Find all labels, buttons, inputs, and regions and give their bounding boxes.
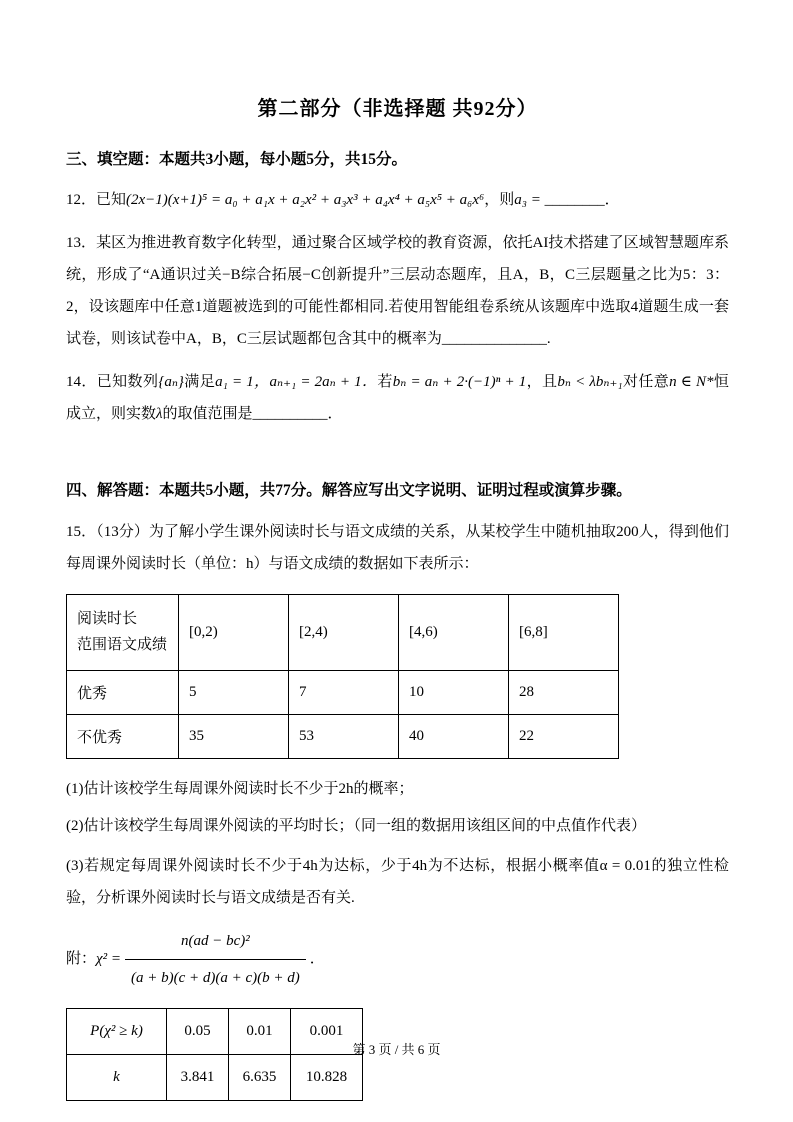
table-corner-cell bbox=[67, 595, 179, 671]
table-cell: 0.001 bbox=[291, 1009, 363, 1055]
q14-lambda: λ bbox=[156, 405, 163, 422]
q14-text-5: 恒成立，则实数 bbox=[66, 373, 729, 422]
table-cell: 3.841 bbox=[167, 1055, 229, 1101]
section-answer-label: 四、解答题： bbox=[66, 482, 160, 500]
table-cell: 5 bbox=[179, 671, 289, 715]
q14-text-4: 对任意 bbox=[622, 373, 670, 390]
table-cell: 6.635 bbox=[229, 1055, 291, 1101]
q14-sequence: {aₙ} bbox=[158, 373, 184, 390]
section-answer-heading bbox=[66, 476, 729, 505]
reading-time-score-table bbox=[66, 594, 619, 759]
q13-text: 13．某区为推进教育数字化转型，通过聚合区域学校的教育资源，依托AI技术搭建了区域智慧题库系统，形成了“A通识过关−B综合拓展−C创新提升”三层动态题库，且A，B，C三层题量之比为5：3：2，设该题库中任意1道题被选到的可能性都相同.若使用智能组卷系统从该题库中选取4道题生成一套试卷，则该试卷中A，B，C三层试题都包含其中的概率为______________. bbox=[66, 234, 729, 348]
question-13 bbox=[66, 227, 729, 356]
q14-text-1: 满足 bbox=[183, 373, 216, 390]
table-cell: 10.828 bbox=[291, 1055, 363, 1101]
column-header-interval-3: [4,6) bbox=[399, 595, 509, 671]
q15-intro-text: 15．（13分）为了解小学生课外阅读时长与语文成绩的关系，从某校学生中随机抽取200人，得到他们每周课外阅读时长（单位：h）与语文成绩的数据如下表所示： bbox=[66, 523, 729, 572]
table-header-row bbox=[67, 595, 619, 671]
column-header-interval-4: [6,8] bbox=[509, 595, 619, 671]
page-title: 第二部分（非选择题 共92分） bbox=[257, 98, 538, 120]
question-15-part-3 bbox=[66, 850, 729, 915]
chi-square-formula bbox=[66, 925, 729, 995]
q14-text-2: 若 bbox=[377, 373, 393, 390]
section-fill-in-desc: 本题共3小题，每小题5分，共15分。 bbox=[159, 151, 408, 168]
q12-prefix: 12．已知 bbox=[66, 192, 127, 209]
q15-sub2-text: (2)估计该校学生每周课外阅读的平均时长；（同一组的数据用该组区间的中点值作代表） bbox=[66, 817, 646, 834]
q15-sub3-text: (3)若规定每周课外阅读时长不少于4h为达标，少于4h为不达标，根据小概率值α = 0.01的独立性检验，分析课外阅读时长与语文成绩是否有关. bbox=[66, 858, 729, 907]
p-chi-square-label: P(χ² ≥ k) bbox=[67, 1009, 167, 1055]
section-fill-in-label: 三、填空题： bbox=[66, 151, 160, 168]
q14-text-3: ，且 bbox=[526, 373, 558, 390]
question-15-part-1 bbox=[66, 775, 729, 804]
question-15-part-2 bbox=[66, 812, 729, 841]
formula-numerator: n(ad − bc)² bbox=[125, 925, 306, 960]
q12-end: ． bbox=[604, 192, 620, 209]
q14-bn-definition: bₙ = aₙ + 2·(−1)ⁿ + 1 bbox=[392, 373, 527, 390]
k-label: k bbox=[67, 1055, 167, 1101]
q14-domain: n ∈ N* bbox=[669, 373, 714, 390]
corner-line-reading-time: 阅读时长 bbox=[77, 611, 138, 628]
table-row-excellent bbox=[67, 671, 619, 715]
table-cell: 0.01 bbox=[229, 1009, 291, 1055]
table-cell: 7 bbox=[289, 671, 399, 715]
q12-answer-blank: ________ bbox=[544, 192, 605, 209]
table-cell: 22 bbox=[509, 715, 619, 759]
table-cell: 35 bbox=[179, 715, 289, 759]
section-answer-desc: 本题共5小题，共77分。解答应写出文字说明、证明过程或演算步骤。 bbox=[159, 482, 632, 500]
corner-line-score: 范围语文成绩 bbox=[77, 636, 168, 653]
question-12 bbox=[66, 184, 729, 216]
column-header-interval-2: [2,4) bbox=[289, 595, 399, 671]
q12-target: a₃ = bbox=[514, 192, 541, 209]
table-cell: 0.05 bbox=[167, 1009, 229, 1055]
q12-expression: (2x−1)(x+1)⁵ = a₀ + a₁x + a₂x² + a₃x³ + a₄x⁴ + a₅x⁵ + a₆x⁶ bbox=[126, 192, 485, 209]
column-header-interval-1: [0,2) bbox=[179, 595, 289, 671]
question-14 bbox=[66, 366, 729, 431]
critical-value-k-row bbox=[67, 1055, 363, 1101]
formula-end: ． bbox=[309, 950, 325, 967]
q14-answer-blank: __________ bbox=[252, 405, 328, 422]
formula-prefix: 附： bbox=[66, 950, 97, 967]
q12-mid-text: ，则 bbox=[484, 192, 515, 209]
question-15-intro bbox=[66, 516, 729, 581]
page-footer: 第 3 页 / 共 6 页 bbox=[352, 1042, 441, 1057]
table-cell: 10 bbox=[399, 671, 509, 715]
q14-prefix: 14．已知数列 bbox=[66, 373, 159, 390]
table-cell: 40 bbox=[399, 715, 509, 759]
row-label-not-excellent: 不优秀 bbox=[67, 715, 179, 759]
q14-recurrence: a₁ = 1，aₙ₊₁ = 2aₙ + 1． bbox=[215, 373, 378, 390]
q14-end: ． bbox=[327, 405, 343, 422]
formula-lhs: χ² = bbox=[96, 950, 121, 967]
row-label-excellent: 优秀 bbox=[67, 671, 179, 715]
formula-fraction bbox=[125, 925, 306, 995]
formula-denominator: (a + b)(c + d)(a + c)(b + d) bbox=[130, 969, 300, 986]
q14-text-6: 的取值范围是 bbox=[162, 405, 253, 422]
table-cell: 53 bbox=[289, 715, 399, 759]
table-row-not-excellent bbox=[67, 715, 619, 759]
q14-inequality: bₙ < λbₙ₊₁ bbox=[557, 373, 623, 390]
section-fill-in-heading bbox=[66, 145, 729, 174]
table-cell: 28 bbox=[509, 671, 619, 715]
q15-sub1-text: (1)估计该校学生每周课外阅读时长不少于2h的概率； bbox=[66, 781, 414, 798]
